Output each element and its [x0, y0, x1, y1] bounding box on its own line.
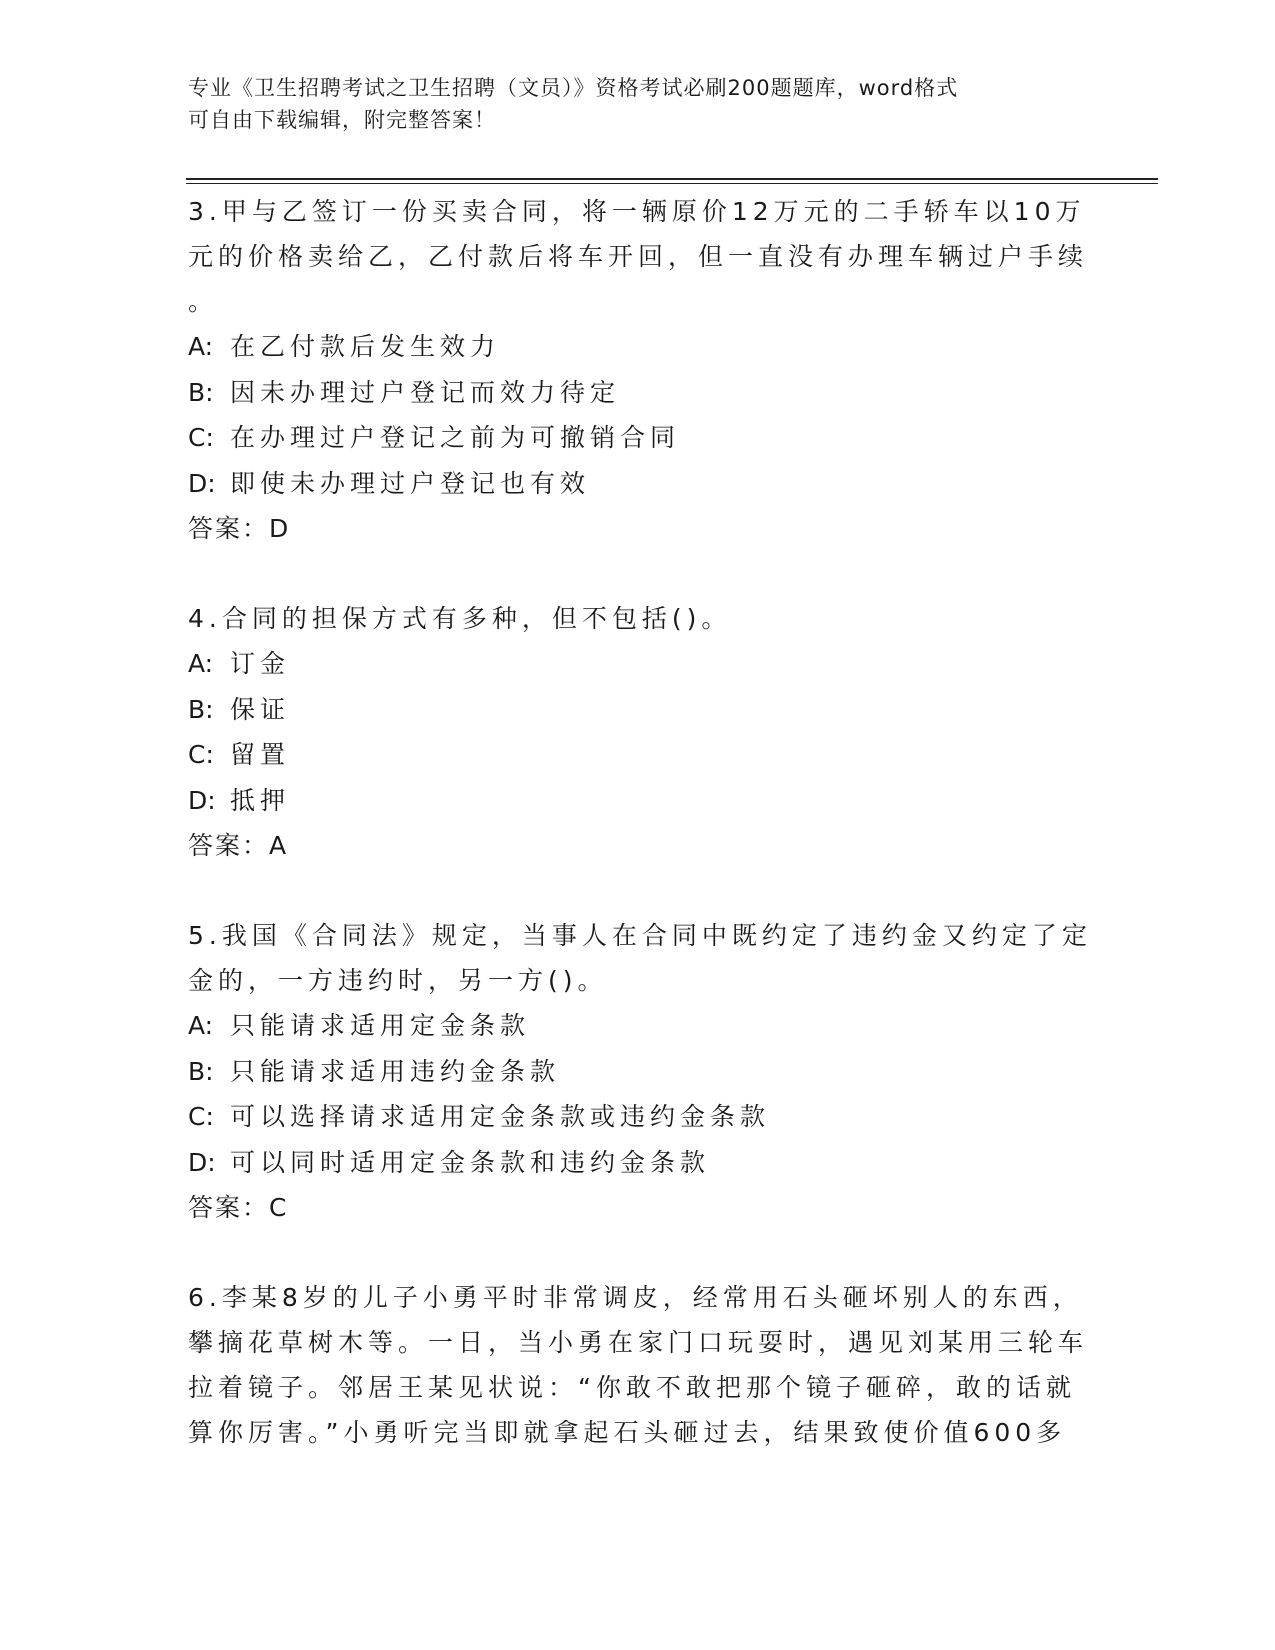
spacer — [188, 551, 1088, 596]
answer-value: D — [269, 514, 289, 543]
question-3-option-c — [188, 415, 1088, 461]
answer-label: 答案： — [188, 1193, 270, 1222]
question-5-option-d — [188, 1140, 1088, 1186]
document-header — [188, 72, 1078, 136]
option-text: 抵押 — [230, 785, 291, 815]
answer-label: 答案： — [188, 831, 270, 860]
question-6-stem-line-4: 算你厉害。”小勇听完当即就拿起石头砸过去，结果致使价值600多 — [188, 1418, 1067, 1447]
question-3-answer — [188, 506, 1088, 551]
question-5-stem-line-2: 金的，一方违约时，另一方()。 — [188, 966, 608, 995]
question-5-option-a — [188, 1003, 1088, 1049]
question-4-option-c — [188, 732, 1088, 778]
option-key: C: — [188, 740, 214, 769]
header-divider-thick — [186, 178, 1158, 180]
option-key: A: — [188, 649, 214, 678]
header-divider-thin — [186, 183, 1158, 184]
question-6-stem-line-1: 6.李某8岁的儿子小勇平时非常调皮，经常用石头砸坏别人的东西， — [188, 1283, 1083, 1312]
question-3-stem-line-2: 元的价格卖给乙，乙付款后将车开回，但一直没有办理车辆过户手续 — [188, 242, 1089, 271]
header-title-line-2: 可自由下载编辑，附完整答案！ — [188, 108, 496, 132]
spacer — [188, 1230, 1088, 1275]
question-5-stem-line-1: 5.我国《合同法》规定，当事人在合同中既约定了违约金又约定了定 — [188, 921, 1092, 950]
answer-value: C — [269, 1193, 287, 1222]
option-key: D: — [188, 1147, 216, 1177]
option-key: A: — [188, 332, 214, 361]
option-text: 因未办理过户登记而效力待定 — [230, 377, 621, 407]
spacer — [188, 868, 1088, 913]
question-3-option-d — [188, 461, 1088, 507]
question-5-option-c — [188, 1094, 1088, 1140]
option-text: 只能请求适用违约金条款 — [230, 1056, 561, 1086]
option-text: 在乙付款后发生效力 — [230, 332, 501, 361]
question-3-stem-line-3: 。 — [188, 287, 219, 316]
option-text: 订金 — [230, 649, 291, 678]
option-text: 可以同时适用定金条款和违约金条款 — [230, 1147, 711, 1177]
header-title-line-1: 专业《卫生招聘考试之卫生招聘（文员）》资格考试必刷200题题库，word格式 — [188, 76, 959, 100]
question-4-stem-line-1: 4.合同的担保方式有多种，但不包括()。 — [188, 604, 732, 633]
option-key: D: — [188, 785, 216, 815]
question-3-option-b — [188, 370, 1088, 416]
question-5-answer — [188, 1185, 1088, 1230]
option-text: 在办理过户登记之前为可撤销合同 — [230, 423, 681, 452]
question-4-option-b — [188, 687, 1088, 733]
question-4-answer — [188, 823, 1088, 868]
option-text: 只能请求适用定金条款 — [230, 1011, 531, 1040]
question-5-option-b — [188, 1049, 1088, 1095]
option-key: C: — [188, 423, 214, 452]
question-3-option-a — [188, 324, 1088, 370]
answer-label: 答案： — [188, 514, 270, 543]
question-3 — [188, 189, 1088, 551]
option-key: B: — [188, 377, 214, 407]
option-text: 留置 — [230, 740, 291, 769]
answer-value: A — [269, 831, 287, 860]
question-6-stem-line-2: 攀摘花草树木等。一日，当小勇在家门口玩耍时，遇见刘某用三轮车 — [188, 1328, 1089, 1357]
option-text: 即使未办理过户登记也有效 — [230, 468, 591, 498]
question-4-option-d — [188, 778, 1088, 824]
question-6-stem-line-3: 拉着镜子。邻居王某见状说：“你敢不敢把那个镜子砸碎，敢的话就 — [188, 1373, 1076, 1402]
option-key: D: — [188, 468, 216, 498]
option-text: 可以选择请求适用定金条款或违约金条款 — [230, 1102, 771, 1131]
question-4 — [188, 596, 1088, 868]
question-6 — [188, 1275, 1088, 1455]
option-key: B: — [188, 1056, 214, 1086]
option-text: 保证 — [230, 694, 291, 724]
question-list — [188, 189, 1092, 1455]
option-key: A: — [188, 1011, 214, 1040]
option-key: B: — [188, 694, 214, 724]
question-4-option-a — [188, 641, 1088, 687]
option-key: C: — [188, 1102, 214, 1131]
question-3-stem-line-1: 3.甲与乙签订一份买卖合同，将一辆原价12万元的二手轿车以10万 — [188, 197, 1086, 226]
question-5 — [188, 913, 1092, 1230]
